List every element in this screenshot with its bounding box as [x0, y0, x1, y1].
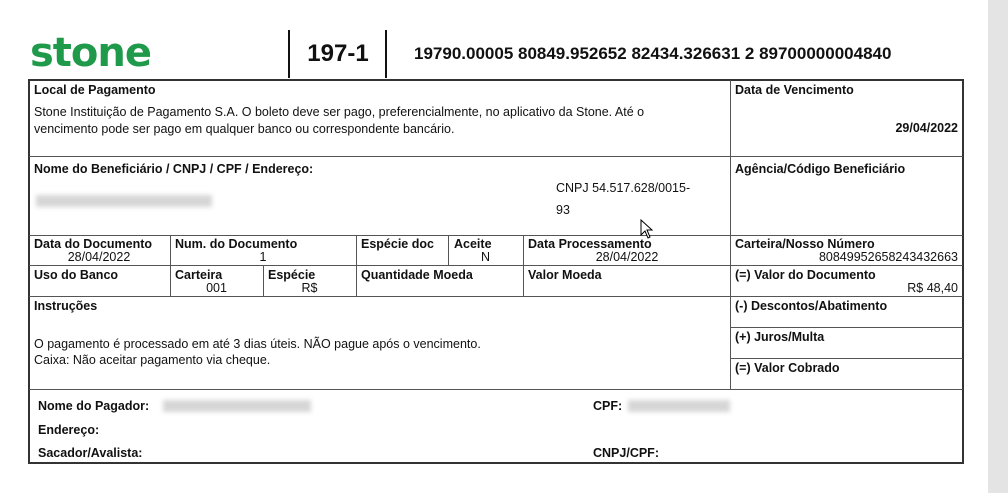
stone-logo: stone: [30, 30, 152, 76]
col-divider: [730, 80, 731, 389]
aceite-label: Aceite: [454, 237, 492, 251]
juros-label: (+) Juros/Multa: [735, 330, 825, 344]
beneficiario-name-redacted: [36, 195, 212, 207]
mouse-cursor-icon: [640, 219, 654, 239]
valor-documento-value: R$ 48,40: [907, 281, 958, 295]
beneficiario-cnpj-2: 93: [556, 203, 570, 217]
aceite-value: N: [480, 250, 491, 264]
col-divider: [356, 235, 357, 296]
num-documento-value: 1: [259, 250, 267, 264]
agencia-label: Agência/Código Beneficiário: [735, 162, 906, 176]
beneficiario-label: Nome do Beneficiário / CNPJ / CPF / Endereço:: [34, 162, 314, 176]
instrucoes-text-2: Caixa: Não aceitar pagamento via cheque.: [34, 353, 271, 367]
uso-banco-label: Uso do Banco: [34, 268, 119, 282]
carteira-value: 001: [206, 281, 227, 295]
beneficiario-cnpj-1: CNPJ 54.517.628/0015-: [556, 181, 691, 195]
local-pagamento-text-2: vencimento pode ser pago em qualquer banco ou correspondente bancário.: [34, 122, 455, 136]
quantidade-moeda-label: Quantidade Moeda: [361, 268, 473, 282]
nosso-numero-value: 80849952658243432663: [818, 250, 958, 264]
bank-code: 197-1: [307, 40, 369, 67]
data-processamento-label: Data Processamento: [528, 237, 652, 251]
pagador-nome-label: Nome do Pagador:: [38, 399, 150, 413]
local-pagamento-label: Local de Pagamento: [34, 83, 156, 97]
pagador-endereco-label: Endereço:: [38, 423, 100, 437]
digitable-line: 19790.00005 80849.952652 82434.326631 2 89700000004840: [414, 44, 892, 63]
row-divider: [29, 389, 963, 390]
col-divider: [523, 235, 524, 296]
data-documento-value: 28/04/2022: [67, 250, 131, 264]
data-processamento-value: 28/04/2022: [595, 250, 659, 264]
especie-value: R$: [301, 281, 318, 295]
valor-cobrado-label: (=) Valor Cobrado: [735, 361, 840, 375]
instrucoes-text-1: O pagamento é processado em até 3 dias úteis. NÃO pague após o vencimento.: [34, 337, 481, 351]
row-divider: [29, 296, 963, 297]
num-documento-label: Num. do Documento: [175, 237, 298, 251]
row-divider: [730, 358, 963, 359]
instrucoes-label: Instruções: [34, 299, 98, 313]
valor-documento-label: (=) Valor do Documento: [735, 268, 876, 282]
vencimento-value: 29/04/2022: [895, 121, 958, 135]
local-pagamento-text-1: Stone Instituição de Pagamento S.A. O boleto deve ser pago, preferencialmente, no aplicativo da Stone. Até o: [34, 105, 645, 119]
pagador-cpf-label: CPF:: [593, 399, 623, 413]
especie-doc-label: Espécie doc: [361, 237, 434, 251]
valor-moeda-label: Valor Moeda: [528, 268, 602, 282]
carteira-label: Carteira: [175, 268, 223, 282]
sacador-label: Sacador/Avalista:: [38, 446, 143, 460]
nosso-numero-label: Carteira/Nosso Número: [735, 237, 875, 251]
vencimento-label: Data de Vencimento: [735, 83, 854, 97]
data-documento-label: Data do Documento: [34, 237, 153, 251]
descontos-label: (-) Descontos/Abatimento: [735, 299, 888, 313]
row-divider: [730, 327, 963, 328]
sacador-cnpj-cpf-label: CNPJ/CPF:: [593, 446, 659, 460]
pagador-cpf-redacted: [628, 400, 730, 412]
pagador-nome-redacted: [163, 400, 311, 412]
scrollbar[interactable]: [988, 0, 1008, 493]
header-divider-right: [385, 30, 387, 78]
especie-label: Espécie: [268, 268, 316, 282]
row-divider: [29, 156, 963, 157]
